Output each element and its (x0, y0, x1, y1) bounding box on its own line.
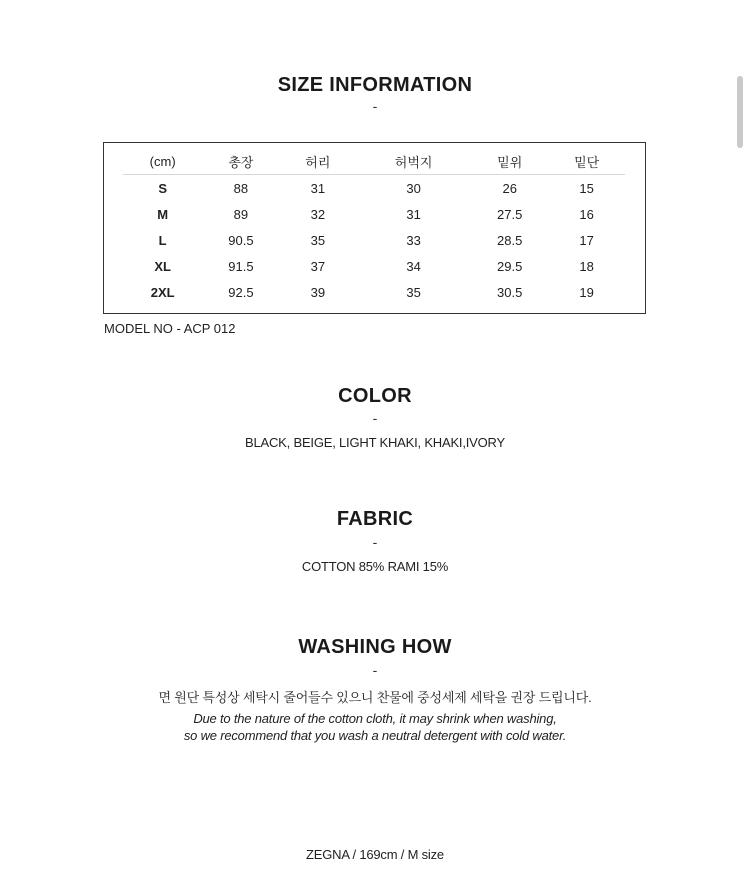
color-value: BLACK, BEIGE, LIGHT KHAKI, KHAKI,IVORY (245, 435, 505, 450)
table-cell: 19 (579, 284, 594, 300)
size-info-title: SIZE INFORMATION (277, 74, 473, 96)
size-label: L (158, 232, 167, 248)
table-cell: 37 (310, 258, 326, 274)
table-cell: 32 (310, 206, 326, 222)
size-table-box (103, 142, 646, 314)
table-cell: 31 (406, 206, 421, 222)
header-length: 총장 (202, 149, 279, 175)
table-cell: 26 (502, 180, 517, 196)
table-cell: 92.5 (228, 284, 254, 300)
table-cell: 91.5 (228, 258, 254, 274)
table-cell: 31 (310, 180, 326, 196)
washing-english-line-2: so we recommend that you wash a neutral detergent with cold water. (183, 728, 567, 743)
size-table-header-row (123, 149, 625, 175)
washing-english-line-1: Due to the nature of the cotton cloth, it may shrink when washing, (193, 711, 557, 726)
color-dash: - (372, 410, 378, 426)
table-cell: 35 (310, 232, 326, 248)
table-cell: 88 (233, 180, 249, 196)
header-thigh: 허벅지 (356, 149, 471, 175)
table-cell: 35 (406, 284, 421, 300)
washing-dash: - (372, 662, 378, 678)
color-title: COLOR (338, 385, 412, 407)
table-cell: 27.5 (497, 206, 523, 222)
table-row (123, 253, 625, 279)
table-cell: 89 (233, 206, 249, 222)
table-row (123, 175, 625, 202)
fabric-dash: - (372, 534, 378, 550)
table-cell: 18 (579, 258, 594, 274)
size-info-dash: - (372, 98, 378, 114)
header-waist: 허리 (280, 149, 357, 175)
table-cell: 39 (310, 284, 326, 300)
table-cell: 30 (406, 180, 421, 196)
table-row (123, 279, 625, 305)
washing-korean: 면 원단 특성상 세탁시 줄어들수 있으니 찬물에 중성세제 세탁을 권장 드립니다. (158, 690, 592, 705)
size-label: S (158, 180, 167, 196)
model-number: MODEL NO - ACP 012 (104, 321, 236, 336)
table-cell: 28.5 (497, 232, 523, 248)
table-cell: 16 (579, 206, 594, 222)
header-rise: 밑위 (471, 149, 548, 175)
washing-title: WASHING HOW (298, 636, 452, 658)
table-cell: 29.5 (497, 258, 523, 274)
fabric-value: COTTON 85% RAMI 15% (301, 559, 449, 574)
table-cell: 17 (579, 232, 594, 248)
size-table (123, 149, 625, 305)
table-cell: 15 (579, 180, 594, 196)
table-cell: 33 (406, 232, 421, 248)
header-unit: (cm) (123, 149, 202, 175)
table-cell: 34 (406, 258, 421, 274)
header-hem: 밑단 (548, 149, 625, 175)
model-info: ZEGNA / 169cm / M size (306, 847, 444, 862)
scrollbar[interactable] (737, 76, 743, 148)
table-row (123, 227, 625, 253)
table-row (123, 201, 625, 227)
table-cell: 30.5 (497, 284, 523, 300)
size-label: 2XL (150, 284, 175, 300)
fabric-title: FABRIC (336, 508, 414, 530)
table-cell: 90.5 (228, 232, 254, 248)
size-label: XL (154, 258, 171, 274)
size-label: M (157, 206, 169, 222)
